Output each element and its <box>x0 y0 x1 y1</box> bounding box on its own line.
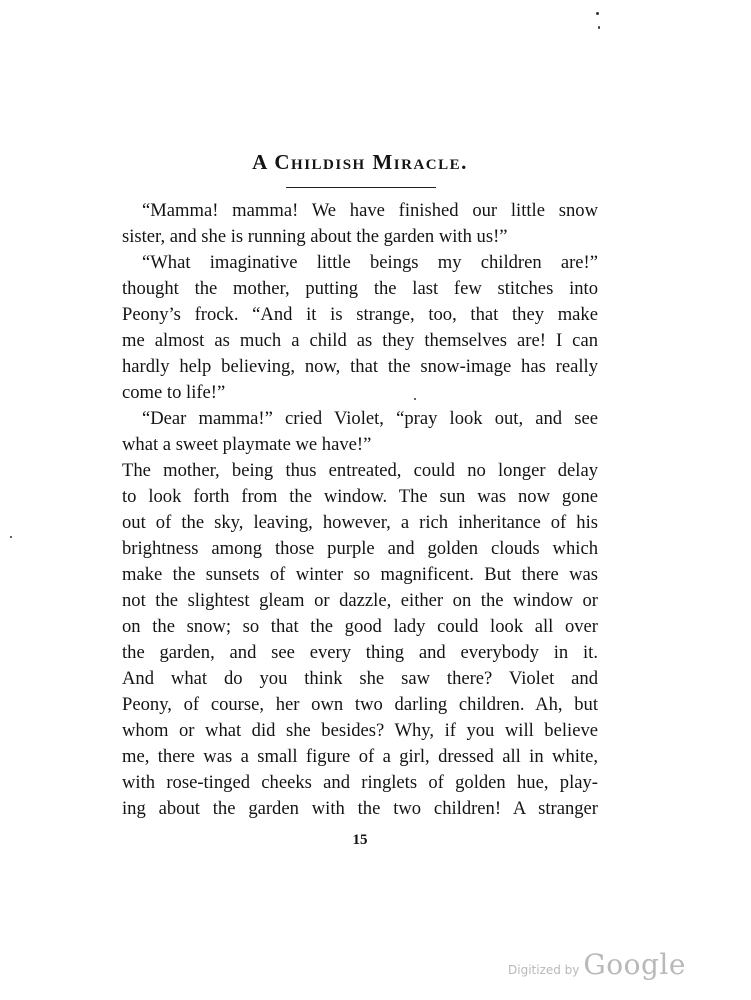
text-line: what a sweet playmate we have!” <box>122 434 372 455</box>
text-line: the garden, and see every thing and everybody in it. <box>122 642 598 663</box>
text-line: Peony’s frock. “And it is strange, too, that they make <box>122 304 598 325</box>
text-line: brightness among those purple and golden clouds which <box>122 538 598 559</box>
text-line: “Dear mamma!” cried Violet, “pray look out, and see <box>142 408 598 429</box>
digitized-by-watermark <box>508 948 686 981</box>
heading-rule <box>286 187 436 188</box>
text-line: whom or what did she besides? Why, if you will believe <box>122 720 598 741</box>
text-line: And what do you think she saw there? Violet and <box>122 668 598 689</box>
text-line: to look forth from the window. The sun was now gone <box>122 486 598 507</box>
text-line: make the sunsets of winter so magnificent. But there was <box>122 564 598 585</box>
text-line: out of the sky, leaving, however, a rich inheritance of his <box>122 512 598 533</box>
text-line: thought the mother, putting the last few stitches into <box>122 278 598 299</box>
text-line: with rose-tinged cheeks and ringlets of golden hue, play- <box>122 772 598 793</box>
text-line: “What imaginative little beings my children are!” <box>142 252 598 273</box>
text-line: ing about the garden with the two children! A stranger <box>122 798 598 819</box>
text-line: hardly help believing, now, that the snow-image has really <box>122 356 598 377</box>
scan-speck <box>414 398 416 400</box>
scan-speck <box>598 26 600 29</box>
text-line: “Mamma! mamma! We have finished our little snow <box>142 200 598 221</box>
text-line: Peony, of course, her own two darling children. Ah, but <box>122 694 598 715</box>
google-logo: Google <box>583 948 686 981</box>
text-line: sister, and she is running about the garden with us!” <box>122 226 508 247</box>
text-line: on the snow; so that the good lady could look all over <box>122 616 598 637</box>
scan-speck <box>10 536 12 538</box>
text-line: not the slightest gleam or dazzle, either on the window or <box>122 590 598 611</box>
text-line: me, there was a small figure of a girl, dressed all in white, <box>122 746 598 767</box>
text-line: me almost as much a child as they themselves are! I can <box>122 330 598 351</box>
scan-speck <box>596 12 599 15</box>
chapter-heading: A Childish Miracle. <box>252 150 468 174</box>
text-line: The mother, being thus entreated, could no longer delay <box>122 460 598 481</box>
page-number: 15 <box>352 832 368 848</box>
text-line: come to life!” <box>122 382 226 403</box>
watermark-prefix: Digitized by <box>508 963 580 977</box>
body-text <box>122 198 598 822</box>
